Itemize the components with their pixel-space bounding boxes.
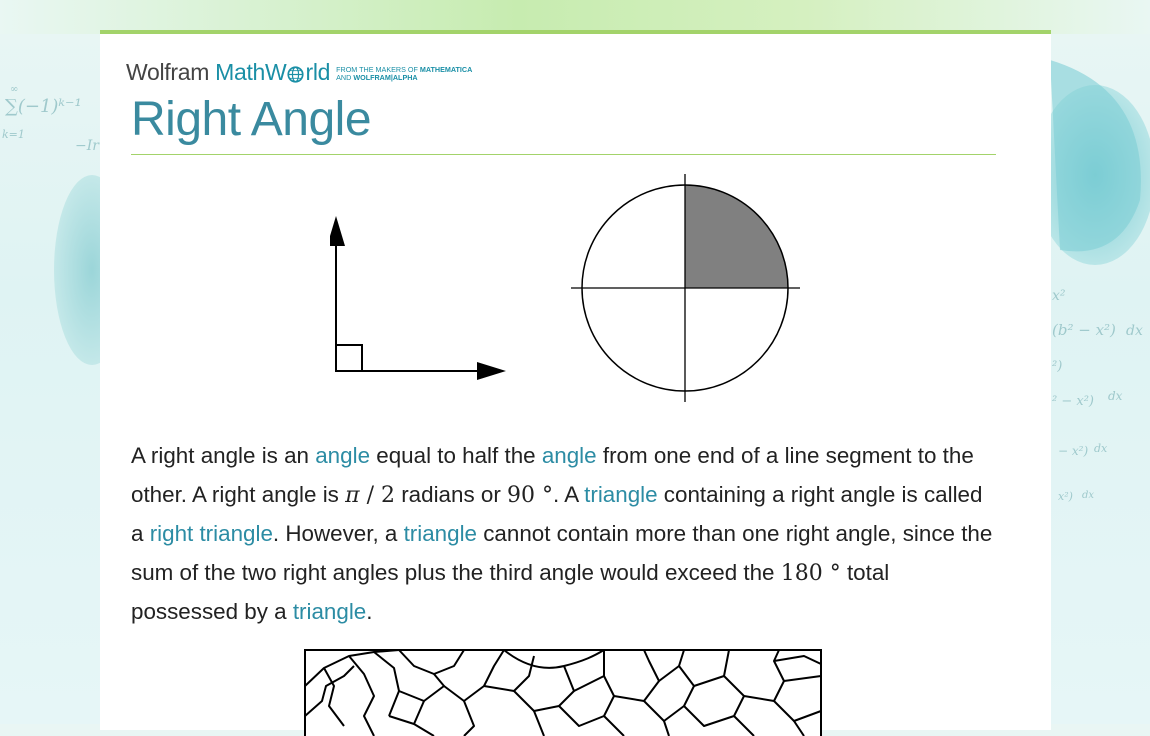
link-right-triangle[interactable]: right triangle	[149, 521, 273, 546]
globe-icon	[287, 66, 304, 83]
page-title: Right Angle	[131, 93, 372, 146]
svg-text:dx: dx	[1082, 490, 1095, 501]
svg-text:dx: dx	[1094, 442, 1108, 455]
up-arrowhead	[330, 216, 345, 246]
logo-tagline: FROM THE MAKERS OF MATHEMATICA AND WOLFRAM|ALPHA	[336, 65, 473, 82]
svg-text:dx: dx	[1126, 323, 1143, 339]
site-logo[interactable]	[126, 60, 472, 86]
definition-paragraph: A right angle is an angle equal to half the angle from one end of a line segment to the other. A right angle is π / 2 radians or 90 °. A triangle containing a right angle is called a right triangle. However, a triangle cannot contain more than one right angle, since the sum of the two right angles plus the third angle would exceed the 180 ° total possessed by a triangle.	[131, 443, 993, 624]
logo-wolfram: Wolfram	[126, 59, 210, 85]
math-90: 90	[507, 482, 535, 508]
bg-formula: ∑(−1)ᵏ⁻¹	[5, 96, 82, 117]
svg-text:(b² − x²): (b² − x²)	[1052, 321, 1116, 339]
tiling-figure	[304, 646, 824, 736]
link-triangle-2[interactable]: triangle	[403, 521, 478, 546]
math-180: 180	[780, 560, 823, 586]
link-triangle-3[interactable]: triangle	[292, 599, 367, 624]
svg-text:− x²): − x²)	[1058, 444, 1089, 458]
svg-text:x²: x²	[1052, 288, 1066, 304]
right-angle-marker	[336, 345, 362, 371]
svg-text:x²): x²)	[1058, 490, 1073, 503]
logo-mathworld: Math W rld	[215, 59, 331, 85]
link-angle-2[interactable]: angle	[541, 443, 597, 468]
math-pi: π	[345, 482, 360, 508]
svg-text:k=1: k=1	[2, 128, 25, 141]
right-angle-diagram	[330, 216, 506, 380]
right-angle-figure	[330, 170, 810, 410]
shaded-quadrant	[685, 185, 788, 288]
link-angle[interactable]: angle	[315, 443, 371, 468]
svg-text:dx: dx	[1108, 389, 1123, 403]
link-triangle[interactable]: triangle	[584, 481, 658, 507]
svg-text:−Ir: −Ir	[75, 138, 99, 154]
title-divider	[131, 154, 996, 155]
svg-text:²): ²)	[1052, 359, 1063, 374]
right-arrowhead	[477, 362, 506, 380]
svg-text:² − x²): ² − x²)	[1052, 394, 1094, 409]
quadrant-circle-diagram	[571, 174, 800, 402]
svg-text:∞: ∞	[10, 84, 19, 95]
content-card	[100, 30, 1051, 730]
